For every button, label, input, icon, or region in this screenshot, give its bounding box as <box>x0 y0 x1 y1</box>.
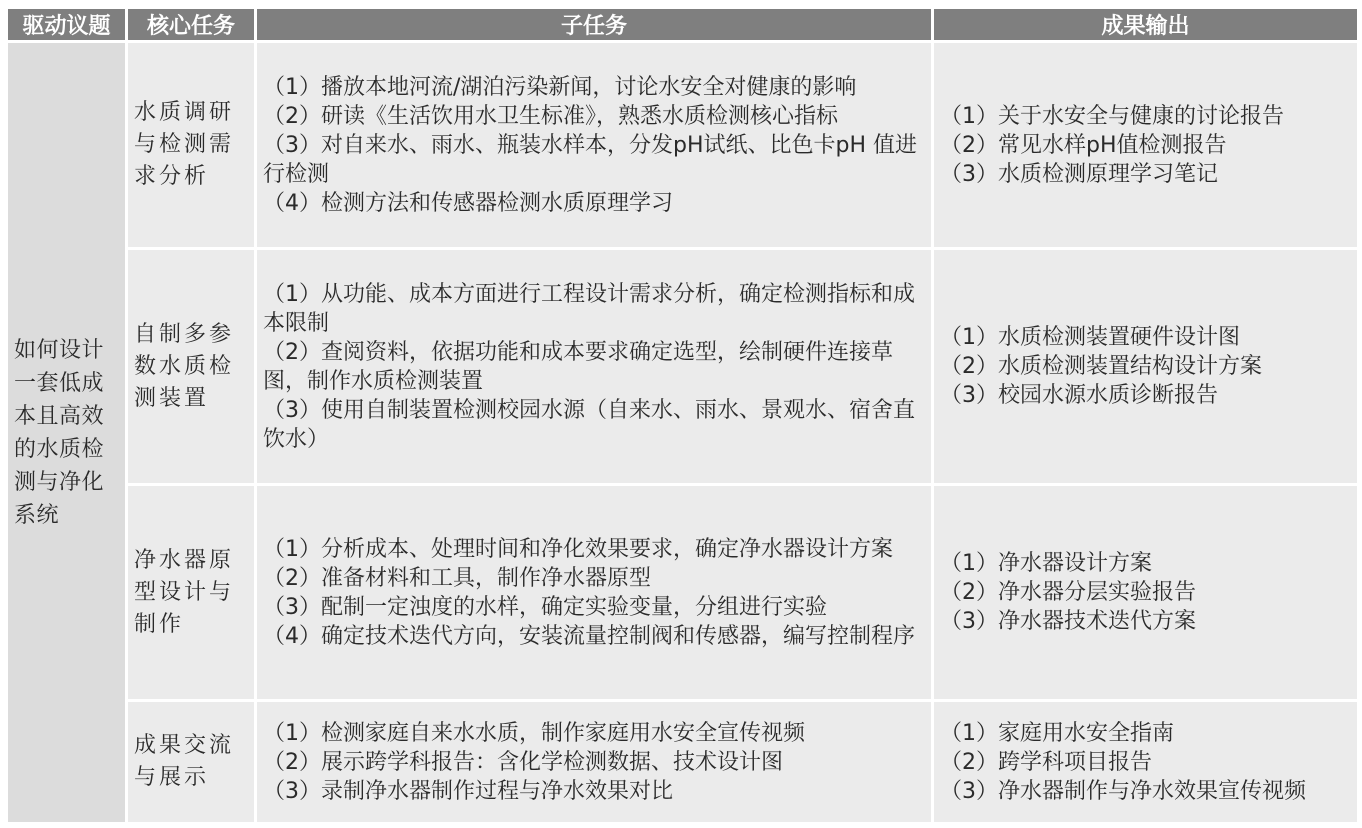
output-item: （2）净水器分层实验报告 <box>940 580 1196 605</box>
output-item: （2）水质检测装置结构设计方案 <box>940 354 1262 379</box>
subtask-item: （3）对自来水、雨水、瓶装水样本，分发pH试纸、比色卡pH 值进行检测 <box>263 132 918 187</box>
output-cell <box>934 702 1357 822</box>
core-task-cell: 净水器原型设计与制作 <box>128 486 254 699</box>
output-item: （1）关于水安全与健康的讨论报告 <box>940 103 1284 129</box>
output-item: （1）水质检测装置硬件设计图 <box>940 325 1240 350</box>
header-driving-topic: 驱动议题 <box>8 9 125 40</box>
output-item: （3）水质检测原理学习笔记 <box>940 161 1218 187</box>
output-cell <box>934 486 1357 699</box>
core-task-cell: 自制多参数水质检测装置 <box>128 250 254 483</box>
subtask-item: （1）检测家庭自来水水质，制作家庭用水安全宣传视频 <box>263 720 805 746</box>
subtask-item: （4）检测方法和传感器检测水质原理学习 <box>263 190 673 216</box>
task-table <box>5 6 1360 825</box>
subtask-item: （2）展示跨学科报告：含化学检测数据、技术设计图 <box>263 749 783 775</box>
table-row <box>8 702 1357 822</box>
output-item: （2）跨学科项目报告 <box>940 749 1152 775</box>
subtask-item: （3）使用自制装置检测校园水源（自来水、雨水、景观水、宿舍直饮水） <box>263 397 915 452</box>
output-item: （3）净水器制作与净水效果宣传视频 <box>940 778 1306 804</box>
header-output: 成果输出 <box>934 9 1357 40</box>
output-item: （1）家庭用水安全指南 <box>940 720 1174 746</box>
driving-topic-cell: 如何设计一套低成本且高效的水质检测与净化系统 <box>8 43 125 822</box>
table-row <box>8 486 1357 699</box>
subtask-item: （4）确定技术迭代方向，安装流量控制阀和传感器，编写控制程序 <box>263 623 915 649</box>
subtask-item: （3）录制净水器制作过程与净水效果对比 <box>263 778 673 804</box>
table-row <box>8 250 1357 483</box>
output-item: （2）常见水样pH值检测报告 <box>940 132 1227 158</box>
subtask-item: （3）配制一定浊度的水样，确定实验变量，分组进行实验 <box>263 594 827 620</box>
subtask-item: （1）分析成本、处理时间和净化效果要求，确定净水器设计方案 <box>263 536 893 562</box>
output-item: （3）校园水源水质诊断报告 <box>940 383 1218 408</box>
core-task-cell: 成果交流与展示 <box>128 702 254 822</box>
output-cell <box>934 250 1357 483</box>
output-item: （3）净水器技术迭代方案 <box>940 609 1196 634</box>
subtask-cell <box>257 43 931 247</box>
subtask-item: （1）从功能、成本方面进行工程设计需求分析，确定检测指标和成本限制 <box>263 281 915 336</box>
subtask-item: （2）准备材料和工具，制作净水器原型 <box>263 565 651 591</box>
subtask-item: （2）查阅资料，依据功能和成本要求确定选型，绘制硬件连接草图，制作水质检测装置 <box>263 339 893 394</box>
subtask-cell <box>257 486 931 699</box>
output-cell <box>934 43 1357 247</box>
output-item: （1）净水器设计方案 <box>940 551 1152 576</box>
header-row <box>8 9 1357 40</box>
subtask-item: （1）播放本地河流/湖泊污染新闻，讨论水安全对健康的影响 <box>263 74 857 100</box>
header-subtask: 子任务 <box>257 9 931 40</box>
subtask-item: （2）研读《生活饮用水卫生标准》，熟悉水质检测核心指标 <box>263 103 838 129</box>
table-row <box>8 43 1357 247</box>
core-task-cell: 水质调研与检测需求分析 <box>128 43 254 247</box>
subtask-cell <box>257 250 931 483</box>
header-core-task: 核心任务 <box>128 9 254 40</box>
subtask-cell <box>257 702 931 822</box>
